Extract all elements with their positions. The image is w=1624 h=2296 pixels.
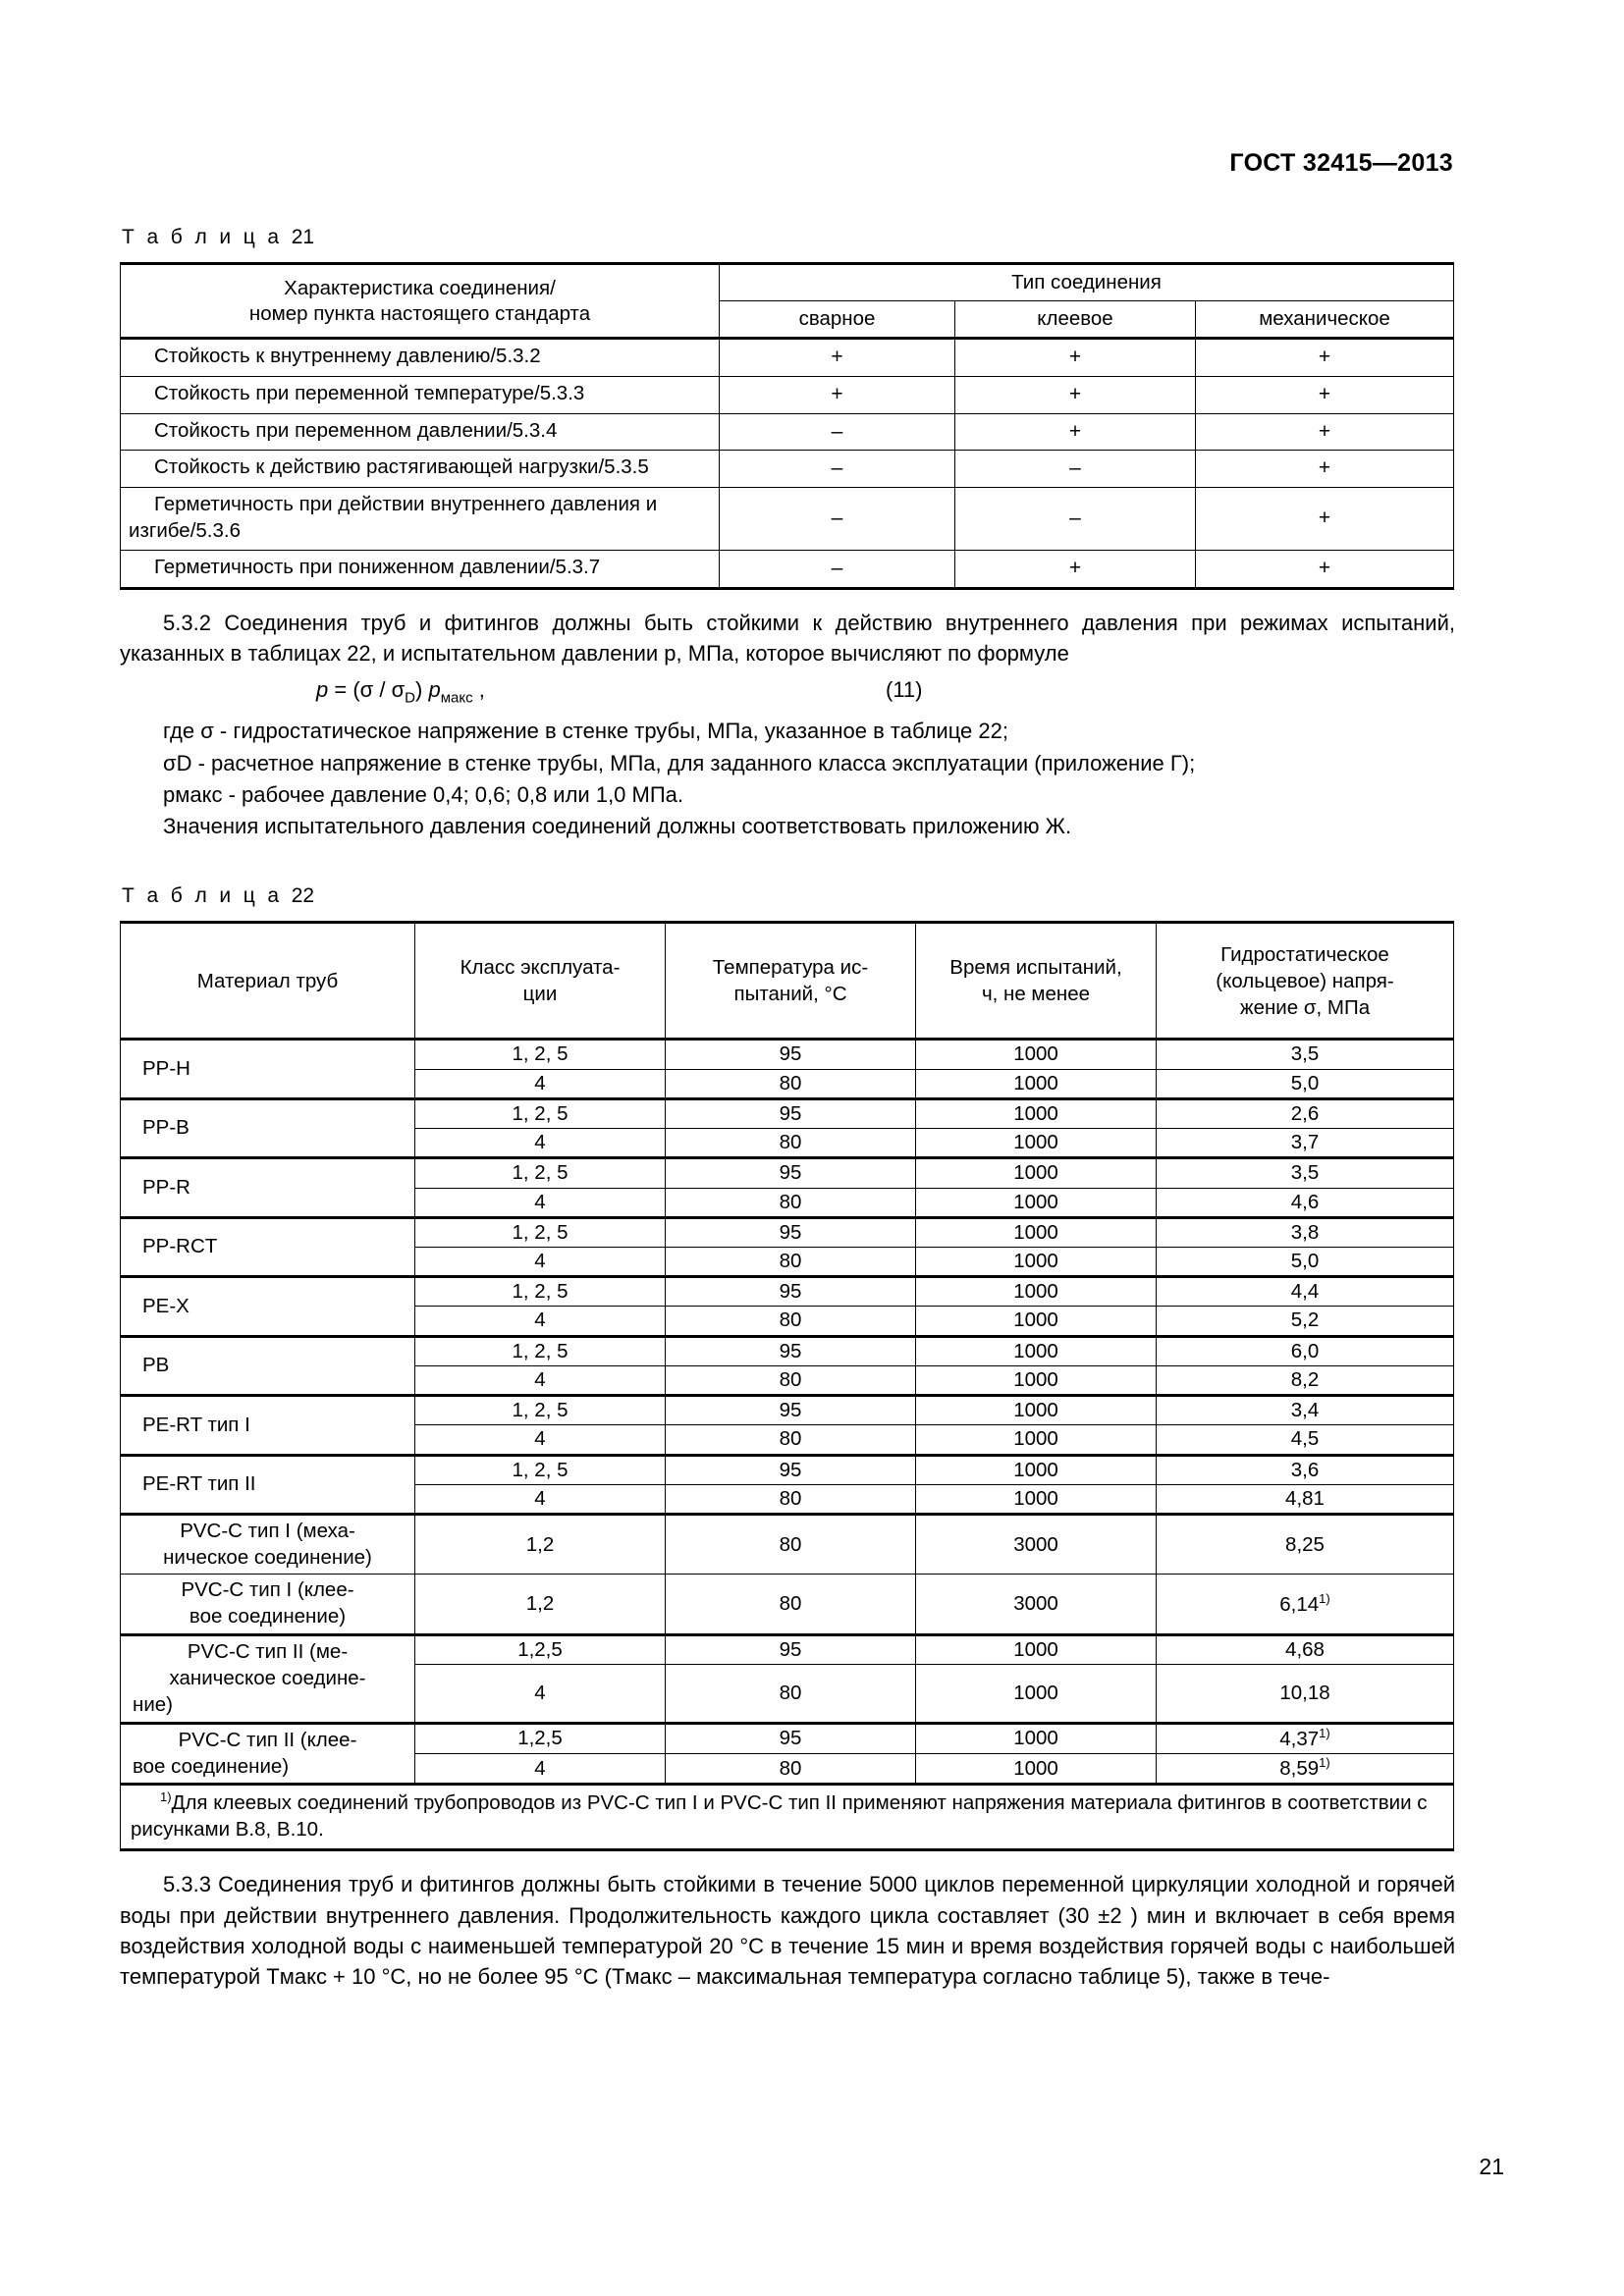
table22-cell-stress: 3,4 [1157,1396,1454,1425]
table21-row-label: Герметичность при пониженном давлении/5.3.7 [121,551,720,589]
table22-cell-stress [1157,1575,1454,1634]
table22-cell-material: PP-B [121,1098,415,1157]
table21-cell-welded: – [720,488,955,551]
section-5-3-2-closing: Значения испытательного давления соединений должны соответствовать приложению Ж. [163,814,1072,839]
table21-cell-welded: + [720,377,955,414]
table22-row [121,1040,1454,1069]
table22-row [121,1277,1454,1307]
table22-cell-time: 1000 [916,1396,1157,1425]
footnote-marker-icon: 1) [1319,1755,1330,1771]
table21-cell-welded: – [720,551,955,589]
formula-11-number: (11) [886,677,923,703]
table22-cell-class: 1, 2, 5 [415,1158,666,1188]
table22-cell-material: PB [121,1336,415,1395]
table22-cell-stress: 6,0 [1157,1336,1454,1365]
table22-header-row [121,923,1454,1040]
table22-cell-stress: 3,5 [1157,1158,1454,1188]
formula-def-p-max: pмакс - рабочее давление 0,4; 0,6; 0,8 или 1,0 МПа. [163,781,684,807]
table22-header-class-line2: ции [522,983,558,1006]
table22-header-stress-line3: жение σ, МПа [1239,995,1371,1019]
table22-cell-stress-value: 4,37 [1279,1727,1320,1750]
table22-cell-temperature: 95 [666,1634,916,1664]
table22-cell-stress-value: 6,14 [1279,1592,1320,1616]
table22-row [121,1575,1454,1634]
table22-cell-class: 1,2,5 [415,1723,666,1753]
table21-row [121,488,1454,551]
table22-header-material: Материал труб [121,923,415,1040]
table22-cell-stress: 3,6 [1157,1455,1454,1484]
table22-cell-stress: 3,5 [1157,1040,1454,1069]
table22-row [121,1515,1454,1575]
table22-cell-time: 1000 [916,1277,1157,1307]
table21-cell-welded: – [720,451,955,488]
table21-cell-glued: + [955,339,1196,377]
table21-row [121,551,1454,589]
table22-header-time-line2: ч, не менее [981,983,1091,1006]
table22-cell-time: 1000 [916,1217,1157,1247]
table22 [120,921,1454,1851]
table22-caption-label: Т а б л и ц а [122,884,283,908]
table21-row-label: Стойкость к действию растягивающей нагрузки/5.3.5 [121,451,720,488]
table22-cell-temperature: 80 [666,1484,916,1514]
table22-cell-temperature: 80 [666,1664,916,1723]
table22-cell-stress-value: 8,59 [1279,1756,1320,1780]
table21-cell-glued: – [955,451,1196,488]
table22-cell-temperature: 95 [666,1217,916,1247]
table21-header-joint-type: Тип соединения [720,264,1454,301]
table22-cell-class: 4 [415,1754,666,1785]
table21-cell-glued: + [955,377,1196,414]
table22-caption-number: 22 [291,884,315,908]
table22-header-temperature-line2: пытаний, °C [733,983,847,1006]
table21 [120,262,1454,590]
table21-caption-label: Т а б л и ц а [122,226,283,248]
table21-cell-welded: – [720,413,955,451]
table22-cell-temperature: 95 [666,1336,916,1365]
table22-cell-material [121,1575,415,1634]
table22-cell-temperature: 80 [666,1188,916,1217]
table22-cell-time: 1000 [916,1484,1157,1514]
table22-cell-time: 1000 [916,1098,1157,1128]
table22-cell-material-line1: PVC-C тип I (клее- [181,1578,354,1602]
table22-cell-temperature: 80 [666,1069,916,1098]
table22-cell-temperature: 80 [666,1307,916,1336]
table22-row [121,1336,1454,1365]
table22-cell-stress: 4,6 [1157,1188,1454,1217]
table22-cell-time: 1000 [916,1188,1157,1217]
table22-cell-class: 1,2 [415,1515,666,1575]
table22-cell-material: PP-R [121,1158,415,1217]
table22-cell-time: 1000 [916,1365,1157,1395]
table22-caption [122,884,1455,908]
formula-11-expression: $p = (\sigma / \sigma_D)$ $p_{макс}$ , [316,677,485,707]
table21-row-label: Стойкость при переменной температуре/5.3.3 [121,377,720,414]
table22-cell-temperature: 80 [666,1754,916,1785]
table22-cell-material-line2: ханическое соедине- [169,1666,366,1689]
table22-cell-temperature: 95 [666,1723,916,1753]
table22-cell-material-line1: PVC-C тип II (клее- [178,1728,357,1751]
table22-cell-material-line2: ническое соединение) [163,1545,372,1569]
table22-row [121,1634,1454,1664]
document-standard-header: ГОСТ 32415—2013 [1229,149,1453,177]
table22-row [121,1217,1454,1247]
table22-cell-class: 4 [415,1307,666,1336]
table22-footnote [121,1785,1454,1850]
footnote-marker-icon: 1) [1319,1725,1330,1740]
page-number: 21 [1479,2154,1504,2179]
table22-header-class-line1: Класс эксплуата- [460,956,621,980]
table22-header-stress [1157,923,1454,1040]
table21-cell-mechanical: + [1196,413,1454,451]
table22-cell-temperature: 95 [666,1277,916,1307]
table22-cell-temperature: 80 [666,1365,916,1395]
table22-cell-class: 1,2,5 [415,1634,666,1664]
table22-cell-temperature: 95 [666,1396,916,1425]
table22-header-stress-line2: (кольцевое) напря- [1216,969,1394,992]
table21-cell-mechanical: + [1196,377,1454,414]
table22-cell-class: 1, 2, 5 [415,1098,666,1128]
table22-cell-stress [1157,1754,1454,1785]
table21-header-characteristic-line1: Характеристика соединения/ [284,276,556,299]
table21-row-label: Герметичность при действии внутреннего давления и изгибе/5.3.6 [121,488,720,551]
table21-row [121,377,1454,414]
table22-cell-stress: 8,2 [1157,1365,1454,1395]
table21-cell-mechanical: + [1196,451,1454,488]
table22-cell-time: 1000 [916,1158,1157,1188]
table22-cell-material-line2: вое соединение) [189,1605,347,1629]
table22-header-time [916,923,1157,1040]
table22-cell-stress [1157,1723,1454,1753]
table22-cell-material: PE-RT тип I [121,1396,415,1455]
table22-cell-temperature: 80 [666,1129,916,1158]
table21-header-characteristic [121,264,720,339]
table22-cell-stress: 2,6 [1157,1098,1454,1128]
table22-cell-time: 1000 [916,1129,1157,1158]
section-5-3-2 [120,608,1455,841]
table21-row [121,413,1454,451]
table22-cell-class: 4 [415,1129,666,1158]
table22-cell-temperature: 95 [666,1158,916,1188]
footnote-marker-icon: 1) [160,1789,172,1805]
table22-cell-material [121,1723,415,1784]
table22-cell-stress: 5,2 [1157,1307,1454,1336]
table22-cell-time: 1000 [916,1336,1157,1365]
table21-header-row-1 [121,264,1454,301]
table22-header-temperature-line1: Температура ис- [712,956,869,980]
table22-cell-stress: 5,0 [1157,1248,1454,1277]
table22-row [121,1098,1454,1128]
formula-def-sigma-d: σD - расчетное напряжение в стенке трубы, МПа, для заданного класса эксплуатации (приложение Г); [163,750,1196,775]
table22-cell-temperature: 80 [666,1425,916,1455]
table21-cell-glued: + [955,413,1196,451]
table21-header-glued: клеевое [955,301,1196,339]
formula-11-line [120,677,1455,707]
table22-cell-class: 1, 2, 5 [415,1277,666,1307]
table22-cell-stress: 8,25 [1157,1515,1454,1575]
table22-cell-material: PP-H [121,1040,415,1098]
table22-row [121,1158,1454,1188]
table22-cell-class: 1, 2, 5 [415,1336,666,1365]
table22-cell-material-line1: PVC-C тип I (меха- [180,1520,355,1543]
table22-cell-class: 1,2 [415,1575,666,1634]
table21-caption-number: 21 [291,226,315,248]
table22-cell-class: 4 [415,1664,666,1723]
table22-cell-class: 4 [415,1188,666,1217]
table22-cell-stress: 4,4 [1157,1277,1454,1307]
table21-cell-mechanical: + [1196,551,1454,589]
table22-cell-time: 1000 [916,1455,1157,1484]
table22-cell-time: 1000 [916,1664,1157,1723]
table22-cell-material [121,1634,415,1723]
table22-cell-time: 1000 [916,1634,1157,1664]
table21-caption [122,226,1455,249]
table21-cell-glued: – [955,488,1196,551]
table22-cell-temperature: 95 [666,1455,916,1484]
table22-cell-stress: 4,81 [1157,1484,1454,1514]
table21-row [121,451,1454,488]
table21-row-label: Стойкость при переменном давлении/5.3.4 [121,413,720,451]
table22-cell-stress: 4,68 [1157,1634,1454,1664]
table22-cell-stress: 4,5 [1157,1425,1454,1455]
table22-cell-class: 4 [415,1484,666,1514]
table22-cell-stress: 3,7 [1157,1129,1454,1158]
table22-row [121,1396,1454,1425]
table22-cell-class: 1, 2, 5 [415,1040,666,1069]
table21-header-characteristic-line2: номер пункта настоящего стандарта [248,301,591,325]
formula-def-sigma: где σ - гидростатическое напряжение в стенке трубы, МПа, указанное в таблице 22; [163,719,1008,744]
table22-cell-temperature: 95 [666,1040,916,1069]
table22-cell-class: 4 [415,1425,666,1455]
table22-cell-class: 4 [415,1069,666,1098]
table22-header-stress-line1: Гидростатическое [1220,942,1389,966]
table22-cell-class: 4 [415,1248,666,1277]
table21-row [121,339,1454,377]
table22-cell-time: 3000 [916,1575,1157,1634]
table22-row [121,1455,1454,1484]
table22-header-time-line1: Время испытаний, [949,956,1122,980]
table22-cell-time: 1000 [916,1040,1157,1069]
table22-cell-material: PE-X [121,1277,415,1336]
table21-row-label: Стойкость к внутреннему давлению/5.3.2 [121,339,720,377]
table21-cell-mechanical: + [1196,339,1454,377]
table22-cell-material-line3: ние) [133,1692,173,1716]
table22-cell-time: 1000 [916,1069,1157,1098]
table21-cell-mechanical: + [1196,488,1454,551]
table21-cell-glued: + [955,551,1196,589]
table22-cell-temperature: 80 [666,1515,916,1575]
table22-cell-material-line2: вое соединение) [133,1754,290,1778]
table22-row [121,1723,1454,1753]
section-5-3-3 [120,1869,1455,1992]
table22-header-class [415,923,666,1040]
table22-header-temperature [666,923,916,1040]
table22-footnote-row [121,1785,1454,1850]
table22-cell-temperature: 95 [666,1098,916,1128]
section-5-3-2-paragraph: 5.3.2 Соединения труб и фитингов должны быть стойкими к действию внутреннего давления при режимах испытаний, указанных в таблицах 22, и испытательном давлении p, МПа, которое вычисляют по формуле [120,610,1455,667]
table22-cell-time: 1000 [916,1248,1157,1277]
table22-cell-class: 1, 2, 5 [415,1217,666,1247]
table22-cell-material: PP-RCT [121,1217,415,1276]
table22-cell-temperature: 80 [666,1248,916,1277]
table22-cell-material-line1: PVC-C тип II (ме- [187,1640,349,1664]
table21-header-mechanical: механическое [1196,301,1454,339]
table22-cell-time: 1000 [916,1307,1157,1336]
section-5-3-3-paragraph: 5.3.3 Соединения труб и фитингов должны быть стойкими в течение 5000 циклов переменной циркуляции холодной и горячей воды при действии внутреннего давления. Продолжительность каждого цикла составляет (30 ±2 ) мин и включает в себя время воздействия холодной воды с наименьшей температурой 20 °C в течение 15 мин и время воздействия горячей воды с наибольшей температурой Tмакс + 10 °C, но не более 95 °C (Tмакс – максимальная температура согласно таблице 5), также в тече- [120,1872,1455,1989]
table22-cell-class: 1, 2, 5 [415,1455,666,1484]
page-content [120,0,1455,1993]
table21-header-welded: сварное [720,301,955,339]
table22-cell-time: 1000 [916,1754,1157,1785]
table22-cell-time: 1000 [916,1425,1157,1455]
table22-cell-time: 3000 [916,1515,1157,1575]
table22-cell-time: 1000 [916,1723,1157,1753]
table22-cell-temperature: 80 [666,1575,916,1634]
table22-cell-stress: 10,18 [1157,1664,1454,1723]
table22-cell-stress: 3,8 [1157,1217,1454,1247]
table22-cell-class: 4 [415,1365,666,1395]
table22-cell-material [121,1515,415,1575]
table22-cell-class: 1, 2, 5 [415,1396,666,1425]
table22-footnote-text: Для клеевых соединений трубопроводов из PVC-C тип I и PVC-C тип II применяют напряжения материала фитингов в соответствии с рисунками В.8, В.10. [131,1791,1428,1841]
table21-cell-welded: + [720,339,955,377]
table22-cell-material: PE-RT тип II [121,1455,415,1514]
footnote-marker-icon: 1) [1319,1590,1330,1606]
table22-cell-stress: 5,0 [1157,1069,1454,1098]
